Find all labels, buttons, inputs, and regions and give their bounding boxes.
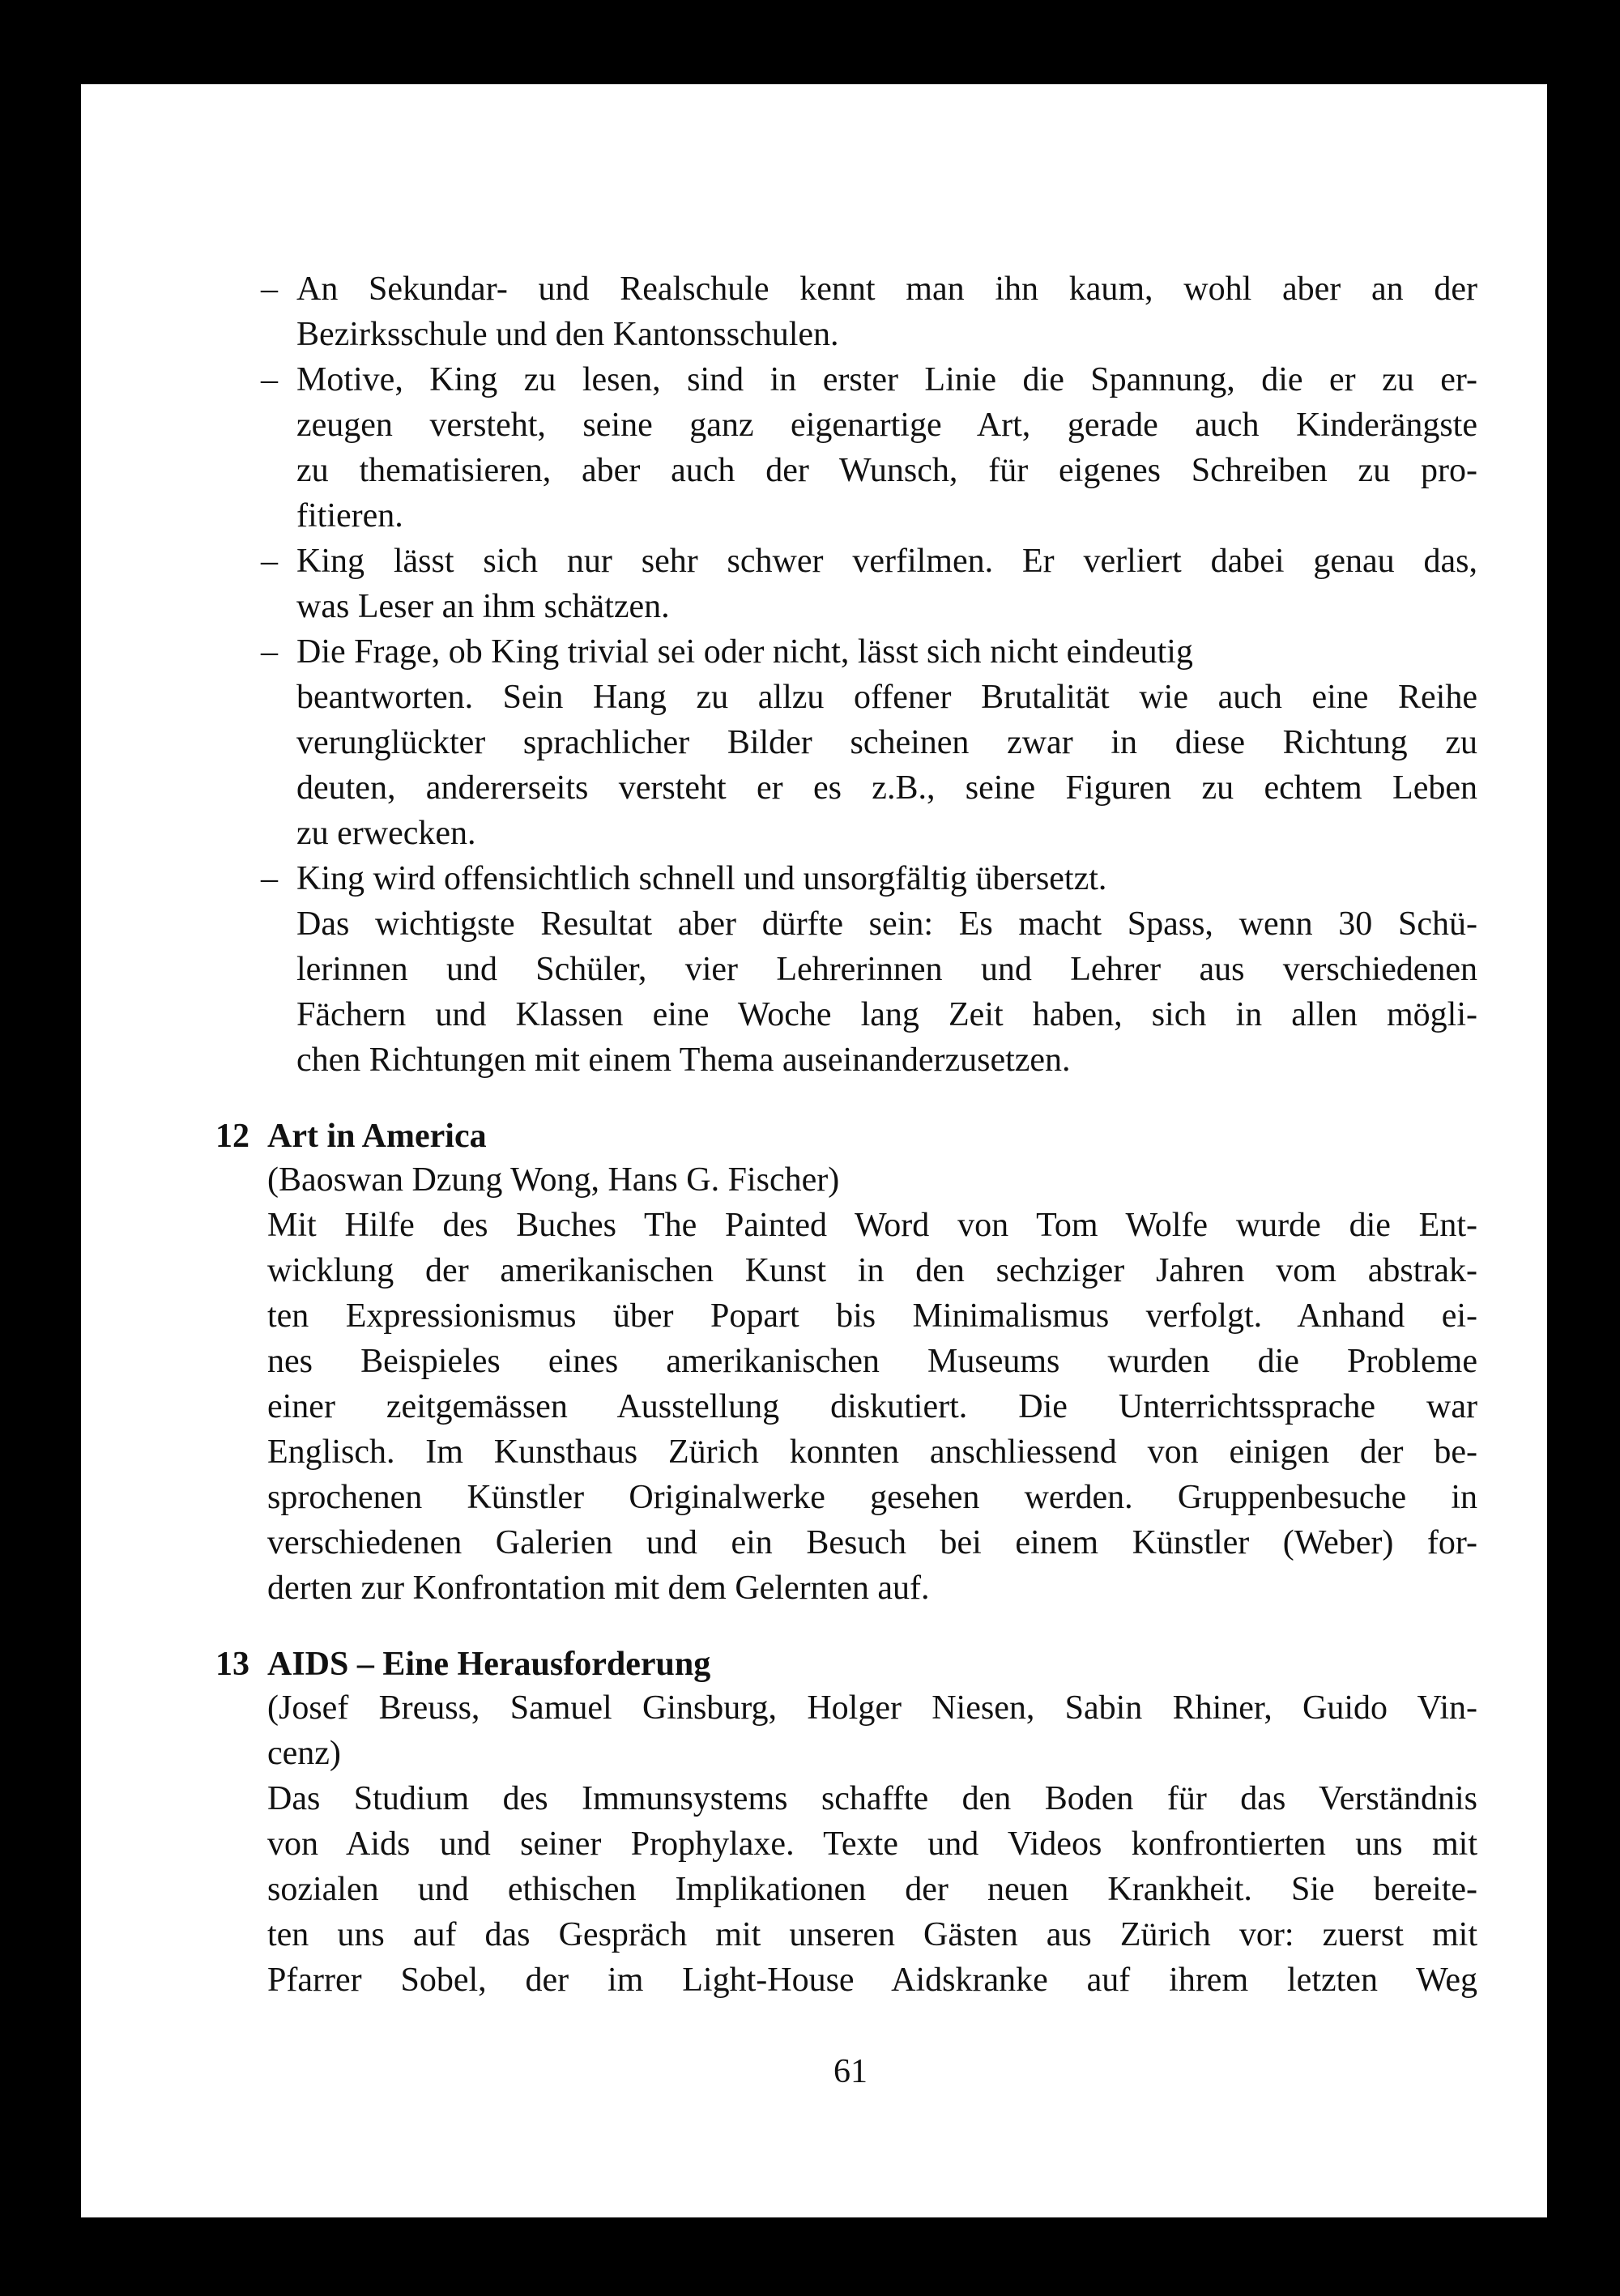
bullet-4-line-2: beantworten. Sein Hang zu allzu offener Brutalität wie auch eine Reihe	[296, 679, 1477, 716]
bullet-4-line-4: deuten, andererseits versteht er es z.B., seine Figuren zu echtem Leben	[296, 769, 1477, 807]
section-title: Art in America	[267, 1118, 487, 1155]
bullet-2-line-1: Motive, King zu lesen, sind in erster Linie die Spannung, die er zu er-	[296, 361, 1477, 398]
bullet-dash: –	[261, 270, 278, 308]
bullet-dash: –	[261, 543, 278, 580]
section-12-line-8: sprochenen Künstler Originalwerke gesehen werden. Gruppenbesuche in	[267, 1479, 1477, 1516]
section-12-line-9: verschiedenen Galerien und ein Besuch bei einem Künstler (Weber) for-	[267, 1524, 1477, 1561]
bullet-dash: –	[261, 361, 278, 398]
bullet-4-line-1: Die Frage, ob King trivial sei oder nicht, lässt sich nicht eindeutig	[296, 633, 1193, 671]
bullet-dash: –	[261, 860, 278, 897]
section-number: 12	[215, 1118, 249, 1155]
section-13-line-6: ten uns auf das Gespräch mit unseren Gästen aus Zürich vor: zuerst mit	[267, 1916, 1477, 1953]
bullet-3-line-2: was Leser an ihm schätzen.	[296, 588, 670, 625]
section-12-line-4: ten Expressionismus über Popart bis Minimalismus verfolgt. Anhand ei-	[267, 1297, 1477, 1335]
section-13-line-3: Das Studium des Immunsystems schaffte den Boden für das Verständnis	[267, 1780, 1477, 1817]
bullet-1-line-1: An Sekundar- und Realschule kennt man ihn kaum, wohl aber an der	[296, 270, 1477, 308]
bullet-2-line-4: fitieren.	[296, 497, 403, 535]
page-number: 61	[833, 2053, 868, 2090]
section-12-authors: (Baoswan Dzung Wong, Hans G. Fischer)	[267, 1161, 840, 1199]
conclusion-line-2: lerinnen und Schüler, vier Lehrerinnen und Lehrer aus verschiedenen	[296, 951, 1477, 988]
bullet-2-line-2: zeugen versteht, seine ganz eigenartige Art, gerade auch Kinderängste	[296, 407, 1477, 444]
section-number: 13	[215, 1646, 249, 1683]
bullet-2-line-3: zu thematisieren, aber auch der Wunsch, für eigenes Schreiben zu pro-	[296, 452, 1477, 489]
section-13-line-2: cenz)	[267, 1735, 341, 1772]
section-13-line-5: sozialen und ethischen Implikationen der neuen Krankheit. Sie bereite-	[267, 1871, 1477, 1908]
conclusion-line-4: chen Richtungen mit einem Thema auseinanderzusetzen.	[296, 1042, 1071, 1079]
section-13-authors: (Josef Breuss, Samuel Ginsburg, Holger Niesen, Sabin Rhiner, Guido Vin-	[267, 1689, 1477, 1727]
section-12-line-5: nes Beispieles eines amerikanischen Museums wurden die Probleme	[267, 1343, 1477, 1380]
section-12-line-3: wicklung der amerikanischen Kunst in den sechziger Jahren vom abstrak-	[267, 1252, 1477, 1289]
conclusion-line-3: Fächern und Klassen eine Woche lang Zeit haben, sich in allen mögli-	[296, 996, 1477, 1033]
document-page	[81, 84, 1547, 2217]
bullet-5-line-1: King wird offensichtlich schnell und unsorgfältig übersetzt.	[296, 860, 1107, 897]
bullet-3-line-1: King lässt sich nur sehr schwer verfilmen. Er verliert dabei genau das,	[296, 543, 1477, 580]
bullet-4-line-3: verunglückter sprachlicher Bilder scheinen zwar in diese Richtung zu	[296, 724, 1477, 761]
section-12-line-6: einer zeitgemässen Ausstellung diskutiert. Die Unterrichtssprache war	[267, 1388, 1477, 1425]
bullet-4-line-5: zu erwecken.	[296, 815, 476, 852]
section-12-line-10: derten zur Konfrontation mit dem Gelernten auf.	[267, 1570, 930, 1607]
bullet-1-line-2: Bezirksschule und den Kantonsschulen.	[296, 316, 839, 353]
section-12-line-2: Mit Hilfe des Buches The Painted Word von Tom Wolfe wurde die Ent-	[267, 1207, 1477, 1244]
section-12-line-7: Englisch. Im Kunsthaus Zürich konnten anschliessend von einigen der be-	[267, 1433, 1477, 1471]
conclusion-line-1: Das wichtigste Resultat aber dürfte sein: Es macht Spass, wenn 30 Schü-	[296, 905, 1477, 943]
section-13-line-4: von Aids und seiner Prophylaxe. Texte und Videos konfrontierten uns mit	[267, 1825, 1477, 1863]
bullet-dash: –	[261, 633, 278, 671]
section-13-line-7: Pfarrer Sobel, der im Light-House Aidskranke auf ihrem letzten Weg	[267, 1962, 1477, 1999]
section-title: AIDS – Eine Herausforderung	[267, 1646, 711, 1683]
